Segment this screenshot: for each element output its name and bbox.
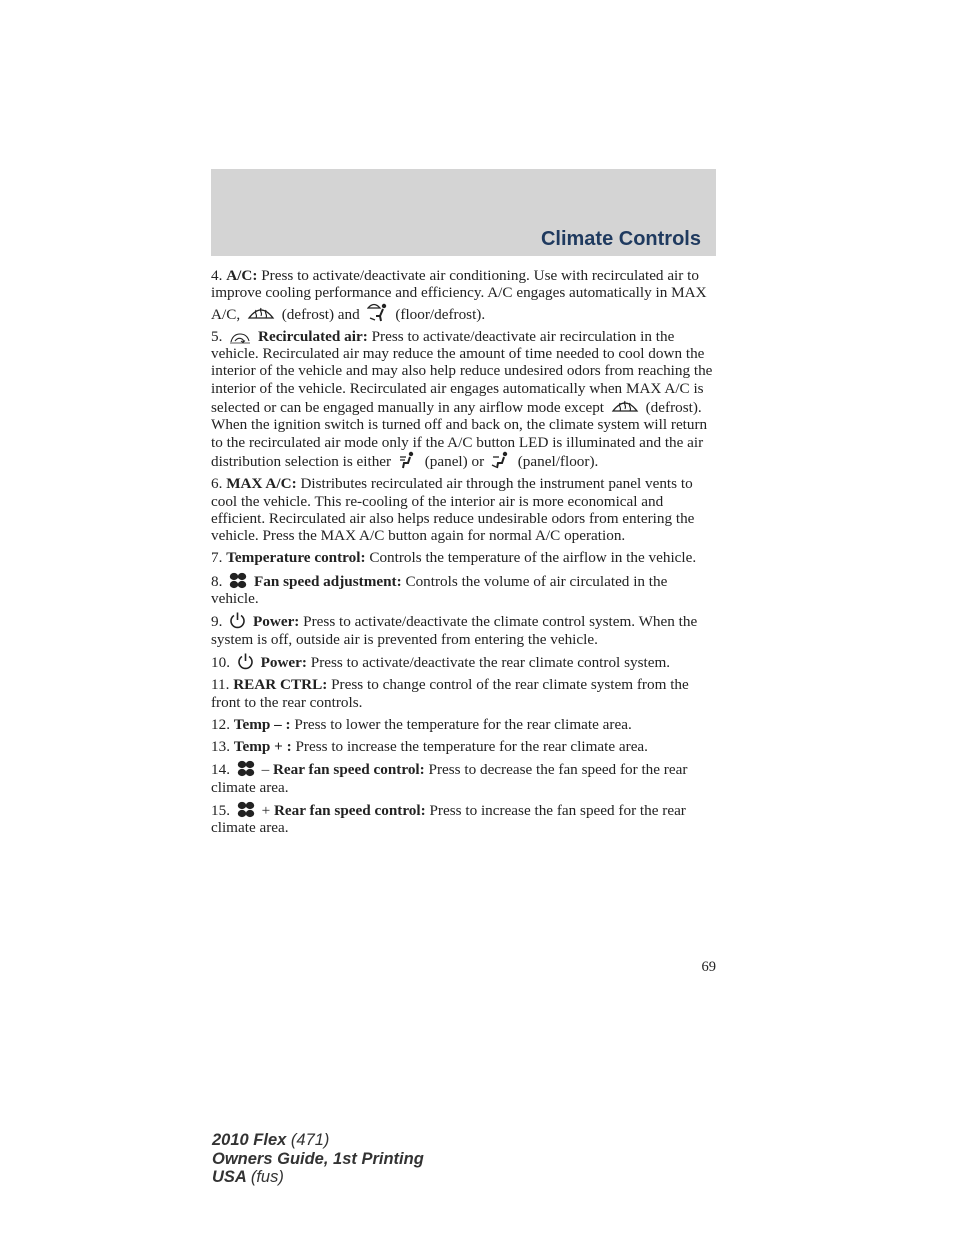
item-14: [211, 760, 717, 796]
floor-defrost-icon: [367, 302, 389, 322]
item-number: 15.: [211, 802, 230, 820]
item-sign: –: [261, 761, 270, 779]
item-label: Power:: [260, 653, 307, 671]
item-9: [211, 612, 717, 648]
item-text: Press to lower the temperature for the rear climate area.: [294, 715, 632, 733]
item-text: Press to activate/deactivate the climate control system. When the system is off, outside air is prevented from entering the vehicle.: [211, 613, 698, 648]
item-6: [211, 475, 717, 544]
item-label: Rear fan speed control:: [273, 802, 426, 820]
item-text: Press to decrease the fan speed for the rear climate area.: [211, 761, 688, 796]
footer-line-1: [212, 1131, 424, 1150]
fan-icon: [237, 801, 255, 818]
item-number: 4.: [211, 267, 223, 284]
header-band: [211, 169, 716, 256]
item-label: Temp – :: [233, 715, 291, 733]
item-text: Press to activate/deactivate air conditioning. Use with recirculated air to improve cooling performance and efficiency. A/C engages automatically in MAX A/C,: [211, 267, 707, 323]
item-15: [211, 801, 717, 837]
content: [211, 267, 717, 842]
item-5: [211, 328, 717, 470]
item-sign: +: [261, 802, 271, 820]
item-label: Temperature control:: [226, 549, 366, 567]
item-text: Press to change control of the rear climate system from the front to the rear controls.: [211, 676, 689, 711]
item-text: Controls the volume of air circulated in the vehicle.: [211, 572, 668, 608]
defrost-icon: [247, 304, 275, 322]
item-label: REAR CTRL:: [233, 676, 328, 694]
item-text: (defrost) and: [281, 305, 360, 323]
power-icon: [229, 612, 246, 629]
item-number: 5.: [211, 327, 223, 345]
item-number: 12.: [211, 715, 230, 733]
item-text: Press to activate/deactivate the rear climate control system.: [310, 653, 671, 671]
section-title: Climate Controls: [540, 228, 701, 250]
item-number: 8.: [211, 572, 223, 590]
item-label: MAX A/C:: [226, 475, 297, 493]
item-text: Distributes recirculated air through the instrument panel vents to cool the vehicle. This re-cooling of the interior air is more economical and efficient. Recirculated air also helps reduce undesirable odors from entering the vehicle. Press the MAX A/C button again for normal A/C operation.: [211, 475, 695, 545]
item-label: Fan speed adjustment:: [253, 572, 402, 590]
footer-line-2: Owners Guide, 1st Printing: [212, 1149, 424, 1168]
item-8: [211, 572, 717, 608]
item-text: (panel/floor).: [517, 452, 599, 470]
item-number: 13.: [211, 738, 230, 756]
item-12: [211, 716, 717, 733]
item-11: [211, 676, 717, 711]
item-text: Press to activate/deactivate air recirculation in the vehicle. Recirculated air may reduce the amount of time needed to cool down the interior of the vehicle and may also help reduce undesired odors from reaching the interior of the vehicle. Recirculated air engages automatically when MAX A/C is selected or can be engaged manually in any airflow mode except: [211, 327, 713, 417]
item-13: [211, 738, 717, 755]
footer-line-3: [212, 1168, 424, 1187]
item-text: (floor/defrost).: [395, 305, 486, 323]
item-number: 6.: [211, 475, 223, 493]
item-text: Press to increase the fan speed for the rear climate area.: [211, 802, 686, 837]
footer-market: USA: [212, 1168, 247, 1186]
item-label: Recirculated air:: [257, 327, 368, 345]
item-text: Press to increase the temperature for the rear climate area.: [295, 738, 648, 756]
item-label: Power:: [252, 613, 300, 631]
item-label: Temp + :: [233, 738, 292, 756]
footer-model: 2010 Flex: [212, 1131, 287, 1149]
item-text: (panel) or: [424, 452, 485, 470]
fan-icon: [229, 572, 247, 589]
item-label: A/C:: [226, 267, 258, 284]
item-number: 7.: [211, 549, 223, 567]
page-number: 69: [701, 959, 716, 975]
item-7: [211, 549, 717, 566]
item-4: [211, 267, 717, 323]
panel-icon: [398, 451, 418, 469]
fan-icon: [237, 760, 255, 777]
power-icon: [237, 653, 254, 670]
footer-market-code: (fus): [250, 1168, 284, 1186]
item-number: 11.: [211, 676, 230, 694]
defrost-icon: [611, 397, 639, 415]
item-label: Rear fan speed control:: [272, 761, 425, 779]
footer-model-code: (471): [290, 1131, 330, 1149]
item-text: Controls the temperature of the airflow in the vehicle.: [369, 549, 697, 567]
item-number: 10.: [211, 653, 230, 671]
item-number: 9.: [211, 613, 223, 631]
recirculate-icon: [229, 332, 251, 344]
item-number: 14.: [211, 761, 230, 779]
item-text: (defrost). When the ignition switch is turned off and back on, the climate system will return to the recirculated air mode only if the A/C button LED is illuminated and the air distribution selection is either: [211, 399, 708, 470]
panel-floor-icon: [491, 451, 511, 469]
footer: [212, 1131, 424, 1187]
item-10: [211, 653, 717, 671]
